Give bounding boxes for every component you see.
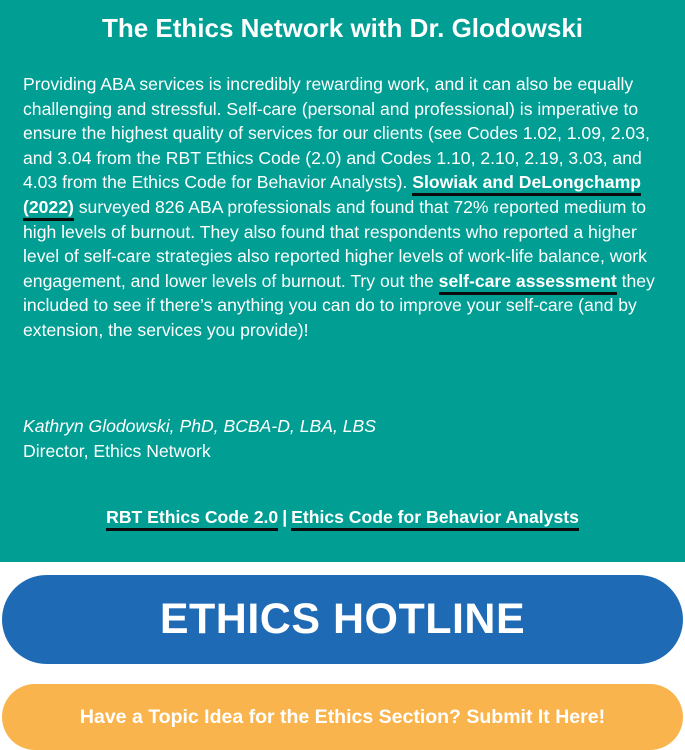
signature	[23, 414, 655, 464]
submit-topic-label: Have a Topic Idea for the Ethics Section? Submit It Here!	[79, 705, 606, 728]
signature-role: Director, Ethics Network	[23, 441, 211, 461]
link-separator: |	[282, 507, 288, 527]
paragraph-text-1: Providing ABA services is incredibly rewarding work, and it can also be equally challenging and stressful. Self-care (personal and professional) is imperative to ensure the highest quality of services for our clients (see Codes 1.02, 1.09, 2.03, and 3.04 from the RBT Ethics Code (2.0) and Codes 1.10, 2.10, 2.19, 3.03, and 4.03 from the Ethics Code for Behavior Analysts).	[23, 74, 650, 193]
code-links	[0, 505, 685, 529]
body-paragraph	[23, 72, 655, 343]
section-title: The Ethics Network with Dr. Glodowski	[101, 13, 584, 43]
signature-name: Kathryn Glodowski, PhD, BCBA-D, LBA, LBS	[23, 416, 376, 436]
ethics-code-behavior-analysts-link[interactable]: Ethics Code for Behavior Analysts	[291, 507, 579, 531]
submit-topic-button[interactable]	[2, 684, 683, 750]
ethics-hotline-label: ETHICS HOTLINE	[159, 595, 526, 643]
slowiak-delongchamp-link[interactable]: Slowiak and DeLongchamp (2022)	[23, 172, 641, 221]
paragraph-text-2: surveyed 826 ABA professionals and found that 72% reported medium to high levels of burnout. They also found that respondents who reported a higher level of self-care strategies also reported higher levels of work-life balance, work engagement, and lower levels of burnout. Try out the	[23, 196, 647, 291]
ethics-hotline-button[interactable]	[2, 575, 683, 664]
rbt-ethics-code-link[interactable]: RBT Ethics Code 2.0	[106, 507, 278, 531]
paragraph-text-3: they included to see if there’s anything you can do to improve your self-care (and by extension, the services you provide)!	[23, 270, 655, 340]
self-care-assessment-link[interactable]: self-care assessment	[439, 271, 617, 295]
